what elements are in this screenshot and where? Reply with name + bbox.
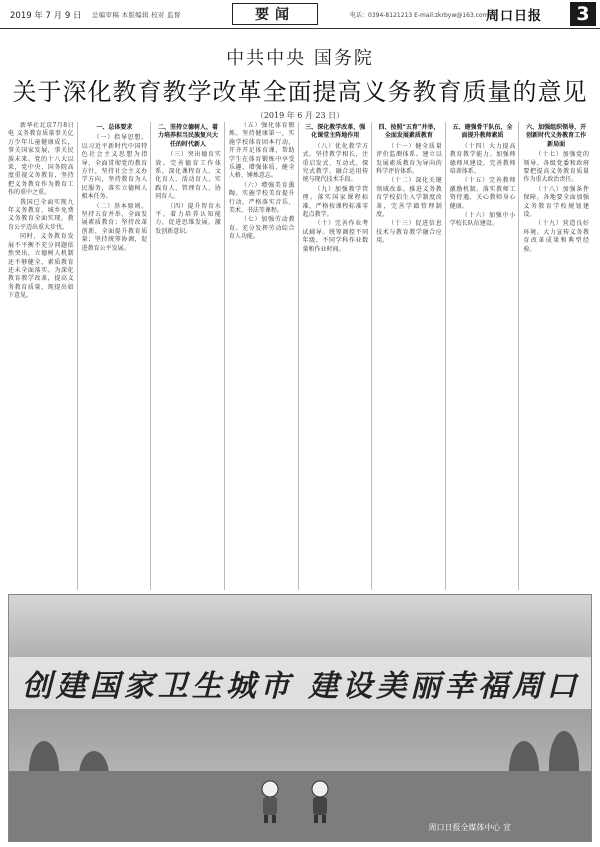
paragraph: 新华社北京7月8日电 义务教育质量事关亿万少年儿童健康成长，事关国家发展，事关民族未来。党的十八大以来，党中央、国务院高度重视义务教育，坚持把义务教育作为教育工作的重中之重。 [8,122,74,197]
ad-caption: 周口日报全媒体中心 宣 [428,823,511,832]
article-body [8,122,592,590]
text-column [229,122,299,590]
page-number: 3 [570,2,596,26]
text-column [303,122,373,590]
text-column [82,122,152,590]
section-title: 要闻 [232,3,318,25]
paragraph: （六）增强美育熏陶。实施学校美育提升行动，严格落实音乐、美术、书法等课程。 [228,181,295,215]
paragraph: （一）指导思想。以习近平新时代中国特色社会主义思想为指导，全面贯彻党的教育方针，坚持社会主义办学方向，坚持教育为人民服务，落实立德树人根本任务。 [81,134,148,201]
paragraph: （五）强化体育锻炼。坚持健康第一，实施学校体育固本行动，开齐开足体育课，帮助学生在体育锻炼中享受乐趣、增强体质、健全人格、锤炼意志。 [228,122,295,180]
paragraph: （三）突出德育实效。完善德育工作体系，深化课程育人、文化育人、活动育人、实践育人、管理育人、协同育人。 [155,151,221,201]
paragraph: （十六）加强中小学校长队伍建设。 [449,212,516,228]
section-subheading: 四、按照“五育”并举，全面发展素质教育 [378,124,440,140]
paragraph: （十八）加强条件保障。各地要全面加强义务教育学校规划建设。 [523,185,589,219]
paragraph: （十七）加强党的领导。各级党委和政府要把提高义务教育质量作为重大政治责任。 [523,151,589,184]
section-subheading: 六、加强组织领导，开创新时代义务教育工作新局面 [526,124,587,148]
paragraph: （十二）深化关键领域改革。推进义务教育学校招生入学制度改革，完善学籍管理制度。 [376,177,442,219]
text-column [376,122,446,590]
issue-date: 2019 年 7 月 9 日 [10,11,82,21]
page-header [0,0,600,29]
article-dateline: （2019 年 6 月 23 日） [255,111,345,120]
paragraph: （七）加强劳动教育。充分发挥劳动综合育人功能。 [228,216,295,241]
mascot-icon [259,779,281,823]
article-kicker: 中共中央 国务院 [226,48,374,69]
contact-info: 电话：0394-8121213 E-mail:zkrbyw@163.com [350,12,489,19]
editor-credits: 总编审稿 本版编辑 校对 监督 [92,11,181,19]
paragraph: （九）加强教学管理。落实国家课程标准，严格按课程标准零起点教学。 [302,185,369,219]
paragraph: 我国已全面实现九年义务教育，城乡免费义务教育全面实现，教育公平迈出重大步伐。 [8,198,74,231]
paragraph: （八）优化教学方式。坚持教学相长，注重启发式、互动式、探究式教学，融合运用传统与现代技术手段。 [302,142,369,184]
paragraph: （十四）大力提高教育教学能力。加强师德师风建设，完善教师培训体系。 [449,142,516,176]
ad-slogan: 创建国家卫生城市 建设美丽幸福周口 [9,657,592,709]
paragraph: （十）完善作业考试辅导。统筹调控不同年级、不同学科作业数量和作业时间。 [302,220,369,253]
section-subheading: 三、深化教学改革，强化课堂主阵地作用 [305,124,366,140]
paragraph: （十三）促进信息技术与教育教学融合应用。 [376,220,442,245]
section-subheading: 二、坚持立德树人，着力培养担当民族复兴大任的时代新人 [158,124,219,148]
section-subheading: 一、总体要求 [96,124,133,131]
mascot-icon [309,779,331,823]
paragraph: （四）提升智育水平。着力培养认知能力，促进思维发展，激发创新意识。 [155,202,221,235]
newspaper-masthead: 周口日报 [486,9,543,24]
paragraph: （二）基本原则。坚持五育并举，全面发展素质教育；坚持改革创新，全面提升教育质量；坚持统筹协调，促进教育公平发展。 [81,202,148,252]
section-subheading: 五、建强骨干队伍，全面提升教师素质 [452,124,513,140]
text-column [8,122,78,590]
public-service-advertisement [8,594,592,842]
paragraph: （十九）营造良好环境。大力宣传义务教育改革成果和典型经验。 [523,220,589,253]
text-column [450,122,520,590]
paragraph: （十一）健全质量评价监测体系。建立以发展素质教育为导向的科学评价体系。 [376,142,442,176]
paragraph: （十五）完善教师激励机制。落实教师工资待遇，关心教师身心健康。 [449,177,516,210]
article-headline: 关于深化教育教学改革全面提高义务教育质量的意见 [12,78,588,106]
paragraph: 同时，义务教育发展不平衡不充分问题依然突出，立德树人机制还不够健全，素质教育还未全面落实。为深化教育教学改革，提高义务教育质量，现提出如下意见。 [8,233,74,300]
text-column [523,122,592,590]
text-column [155,122,225,590]
